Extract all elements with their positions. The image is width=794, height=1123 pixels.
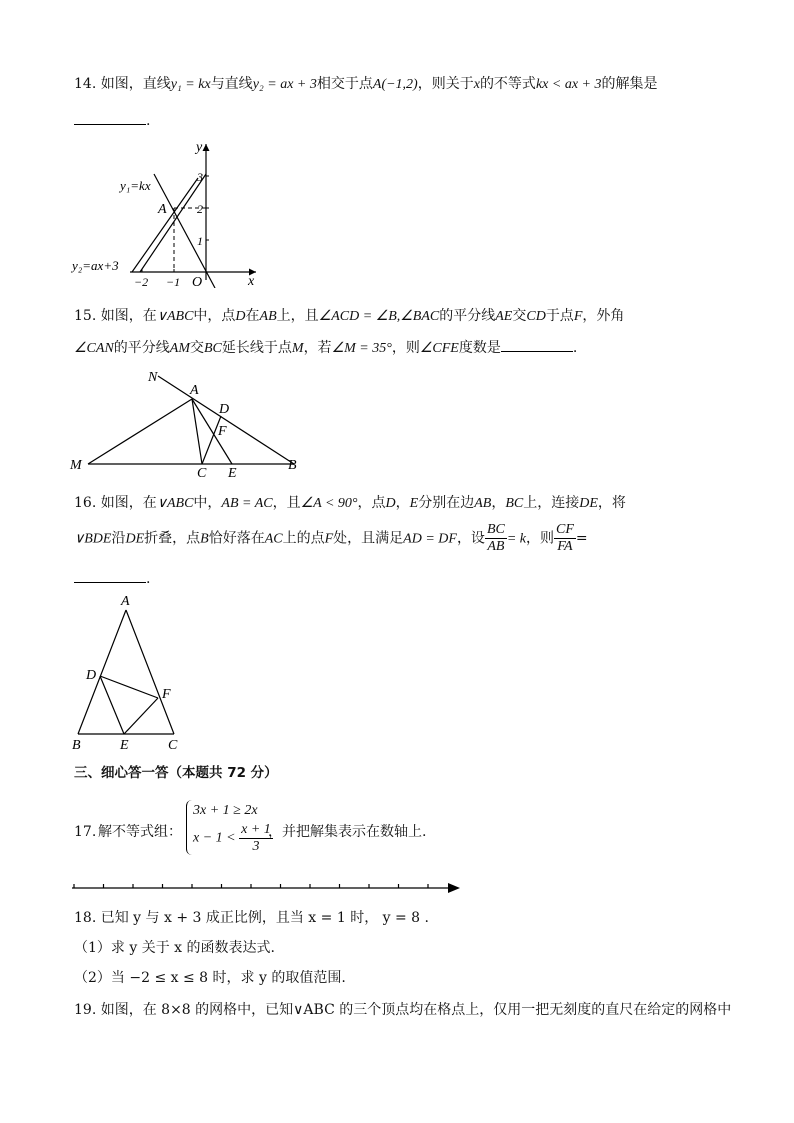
section-3-heading: 三、细心答一答（本题共 72 分） [74, 765, 278, 781]
x-axis-label: x [248, 274, 255, 288]
tick-y-1: 1 [197, 234, 203, 248]
label-e: E [120, 738, 129, 753]
tick-x-neg1: −1 [166, 275, 181, 288]
point-a-label: A [158, 202, 167, 217]
label-n: N [148, 370, 158, 385]
q18-part2: （2）当 −2 ≤ x ≤ 8 时，求 y 的取值范围. [74, 970, 346, 986]
label-e: E [228, 466, 237, 480]
tick-x-neg2: −2 [134, 275, 149, 288]
tick-y-3: 3 [197, 170, 203, 184]
label-a: A [190, 383, 199, 398]
label-c: C [168, 738, 178, 753]
line1-label: y₁=kx [120, 178, 151, 193]
q16-figure [66, 590, 196, 755]
q14-graph [70, 138, 270, 288]
line2-label: y₂=ax+3 [72, 258, 119, 273]
q17-line: 17. 解不等式组： 3x + 1 ≥ 2x x − 1 < $\frac{x + 1}{3}$ ，并把解集表示在数轴上. [74, 800, 734, 866]
label-c: C [197, 466, 207, 480]
tick-y-2: 2 [197, 202, 203, 216]
q18-part1: （1）求 y 关于 x 的函数表达式. [74, 940, 275, 956]
q15-line1: 15. 如图，在∨ABC中，点D在AB上，且∠ACD = ∠B,∠BAC的平分线AE交CD于点F，外角 [74, 308, 625, 324]
q17-number-line[interactable] [70, 880, 465, 896]
q14-answer-blank[interactable]: . [74, 110, 734, 131]
label-f: F [218, 424, 227, 439]
label-f: F [162, 687, 171, 702]
q16-line1: 16. 如图，在∨ABC中，AB = AC，且∠A < 90°，点D，E分别在边AB，BC上，连接DE，将 [74, 495, 626, 511]
label-d: D [219, 402, 230, 417]
label-b: B [288, 458, 297, 473]
q14-line: 14. 如图，直线y₁ = kx与直线y₂ = ax + 3相交于点A(−1,2)，则关于x的不等式kx < ax + 3的解集是 [74, 76, 658, 92]
label-m: M [70, 458, 82, 473]
q18-line: 18. 已知 y 与 x + 3 成正比例，且当 x = 1 时， y = 8 . [74, 910, 429, 926]
q15-line2: ∠CAN的平分线AM交BC延长线于点M，若∠M = 35°，则∠CFE度数是 . [74, 337, 734, 359]
origin-label: O [192, 275, 203, 288]
label-a: A [121, 594, 130, 609]
q15-figure [66, 366, 316, 480]
q15-answer-blank[interactable] [501, 337, 573, 352]
q19-line: 19. 如图，在 8×8 的网格中，已知∨ABC 的三个顶点均在格点上，仅用一把无刻度的直尺在给定的网格中 [74, 1002, 732, 1018]
label-d: D [86, 668, 97, 683]
q16-line2: ∨BDE沿DE折叠，点B恰好落在AC上的点F处，且满足AD = DF，设 $\frac{BC}{AB}$ = k，则 $\frac{CF}{FA}$ = [74, 522, 588, 554]
label-b: B [72, 738, 81, 753]
y-axis-label: y [196, 140, 203, 155]
q16-answer-blank[interactable]: . [74, 568, 734, 589]
